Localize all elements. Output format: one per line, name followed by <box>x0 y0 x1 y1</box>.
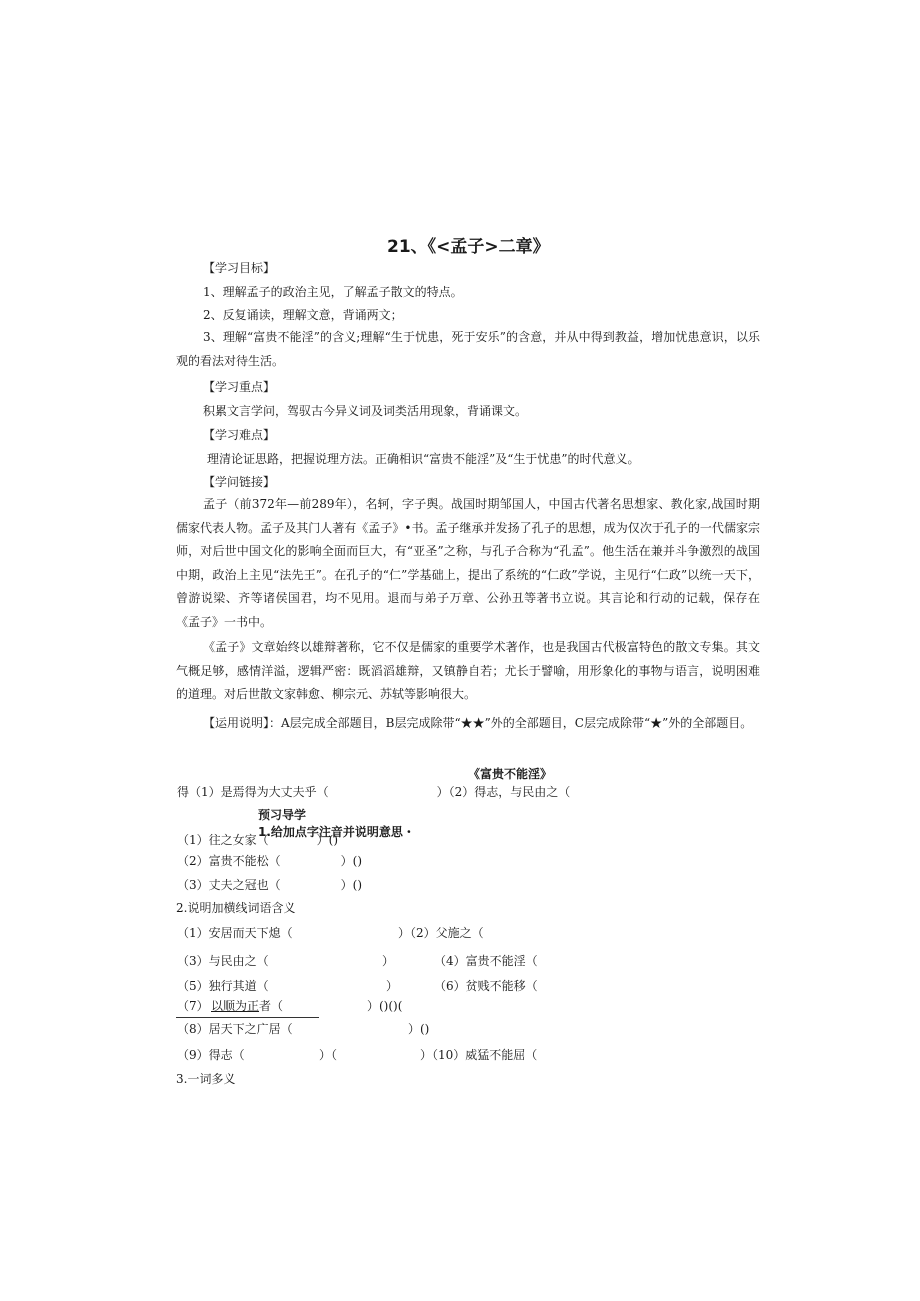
page-title: 21、《<孟子>二章》 <box>387 237 550 257</box>
q1-item: （1）往之女家（ ）() <box>177 833 338 847</box>
q2-row2-mid: ） <box>382 954 395 968</box>
preview-heading: 预习导学 <box>258 808 307 822</box>
q2-row4-right: ）()()( <box>367 999 403 1013</box>
q2-row4-mid: 者（ <box>259 999 284 1013</box>
difficulty-heading: 【学习难点】 <box>203 428 276 442</box>
q2-row4-underlined: 以顺为正 <box>211 999 260 1013</box>
q2-row2-left: （3）与民由之（ <box>177 954 269 968</box>
q2-row4-label: （7） <box>177 999 209 1013</box>
q2-row6-mid: ）（ <box>319 1048 338 1062</box>
q2-row1-left: （1）安居而天下熄（ <box>177 926 293 940</box>
q2-row5-left: （8）居天下之广居（ <box>177 1022 293 1036</box>
usage-note: 【运用说明】：A层完成全部题目，B层完成除带“★★”外的全部题目，C层完成除带“★”外的全部题目。 <box>203 716 753 730</box>
key-heading: 【学习重点】 <box>203 380 276 394</box>
question-3-heading: 3.一词多义 <box>176 1072 236 1086</box>
q2-row1-right: ）（2）父施之（ <box>398 926 484 940</box>
q2-row5-right: ）() <box>408 1022 430 1036</box>
q2-row6-right: ）（10）威猛不能屈（ <box>420 1048 538 1062</box>
goal-3: 3、理解“富贵不能淫”的含义;理解“生于忧患，死于安乐”的含意，并从中得到教益，增加忧患意识，以乐观的看法对待生活。 <box>176 330 760 368</box>
question-1-heading: 1.给加点字注音并说明意思・ <box>258 825 415 839</box>
goals-heading: 【学习目标】 <box>203 261 276 275</box>
exercise-subtitle: 《富贵不能淫》 <box>468 767 553 781</box>
link-paragraph-1: 孟子（前372年—前289年），名轲，字子舆。战国时期邹国人，中国古代著名思想家、教化家,战国时期儒家代表人物。孟子及其门人著有《孟子》•书。孟子继承并发扬了孔子的思想，成为仅次于孔子的一代儒家宗师，对后世中国文化的影响全面而巨大，有“亚圣”之称，与孔子合称为“孔孟”。他生活在兼并斗争激烈的战国中期，政治上主见“法先王”。在孔子的“仁”学基础上，提出了系统的“仁政”学说，主见行“仁政”以统一天下，曾游说梁、齐等诸侯国君，均不见用。退而与弟子万章、公孙丑等著书立说。其言论和行动的记载，保存在《孟子》一书中。 <box>176 497 760 629</box>
difficulty-text: 理清论证思路，把握说理方法。正确相识“富贵不能淫”及“生于忧患”的时代意义。 <box>207 452 640 466</box>
goal-2: 2、反复诵读，理解文意，背诵两文； <box>203 308 403 322</box>
link-heading: 【学问链接】 <box>203 475 276 489</box>
q2-row3-mid: ） <box>386 979 399 993</box>
q1-item: （2）富贵不能松（ ）() <box>177 854 362 868</box>
q1-item: （3）丈夫之冠也（ ）() <box>177 878 362 892</box>
exercise-line-overlap: 得（1）是焉得为大丈夫乎（ ）（2）得志，与民由之（ <box>177 785 571 799</box>
q2-row3-left: （5）独行其道（ <box>177 979 269 993</box>
goal-1: 1、理解孟子的政治主见，了解孟子散文的特点。 <box>203 285 463 299</box>
q2-row3-right: （6）贫贱不能移（ <box>434 979 538 993</box>
question-2-heading: 2.说明加横线词语含义 <box>176 901 296 915</box>
divider-line <box>176 1017 319 1018</box>
key-text: 积累文言学问，驾驭古今异义词及词类活用现象，背诵课文。 <box>203 404 528 418</box>
link-paragraph-2: 《孟子》文章始终以雄辩著称，它不仅是儒家的重要学术著作，也是我国古代极富特色的散文专集。其文气概足够，感情洋溢，逻辑严密：既滔滔雄辩，又镇静自若；尤长于譬喻，用形象化的事物与语言，说明困难的道理。对后世散文家韩愈、柳宗元、苏轼等影响很大。 <box>176 640 760 701</box>
q2-row6-left: （9）得志（ <box>177 1048 245 1062</box>
q2-row2-right: （4）富贵不能淫（ <box>434 954 538 968</box>
